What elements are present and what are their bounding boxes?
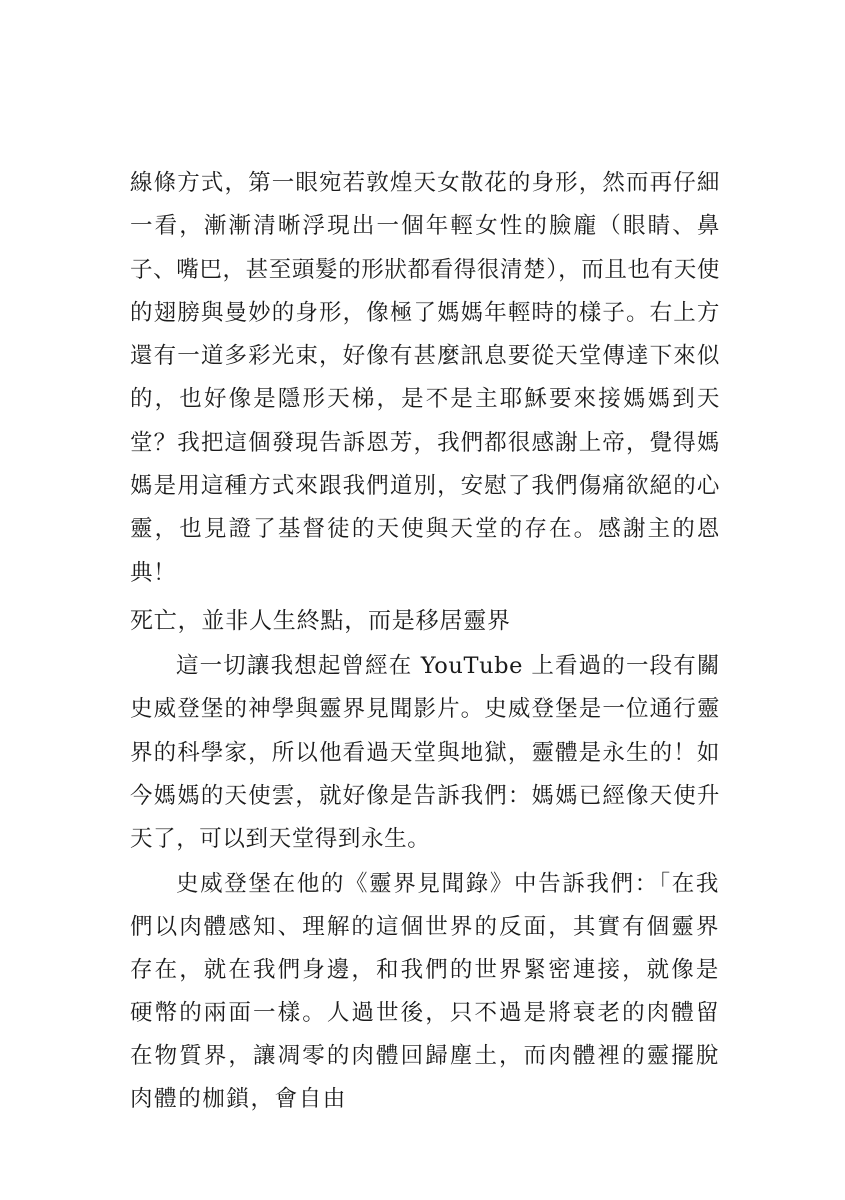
body-paragraph-2: 這一切讓我想起曾經在 YouTube 上看過的一段有關史威登堡的神學與靈界見聞影片。史威登堡是一位通行靈界的科學家，所以他看過天堂與地獄，靈體是永生的！如今媽媽的天使雲，就好像是告訴我們：媽媽已經像天使升天了，可以到天堂得到永生。 xyxy=(130,653,720,853)
section-heading: 死亡，並非人生終點，而是移居靈界 xyxy=(130,608,511,634)
quote-paragraph: 史威登堡在他的《靈界見聞錄》中告訴我們：「在我們以肉體感知、理解的這個世界的反面，其實有個靈界存在，就在我們身邊，和我們的世界緊密連接，就像是硬幣的兩面一樣。人過世後，只不過是將衰老的肉體留在物質界，讓凋零的肉體回歸塵土，而肉體裡的靈擺脫肉體的枷鎖，會自由 xyxy=(130,871,720,1112)
book-page xyxy=(130,0,720,1200)
body-paragraph-1: 線條方式，第一眼宛若敦煌天女散花的身形，然而再仔細一看，漸漸清晰浮現出一個年輕女性的臉龐（眼睛、鼻子、嘴巴，甚至頭髮的形狀都看得很清楚），而且也有天使的翅膀與曼妙的身形，像極了媽媽年輕時的樣子。右上方還有一道多彩光束，好像有甚麼訊息要從天堂傳達下來似的，也好像是隱形天梯，是不是主耶穌要來接媽媽到天堂？我把這個發現告訴恩芳，我們都很感謝上帝，覺得媽媽是用這種方式來跟我們道別，安慰了我們傷痛欲絕的心靈，也見證了基督徒的天使與天堂的存在。感謝主的恩典！ xyxy=(130,170,720,586)
